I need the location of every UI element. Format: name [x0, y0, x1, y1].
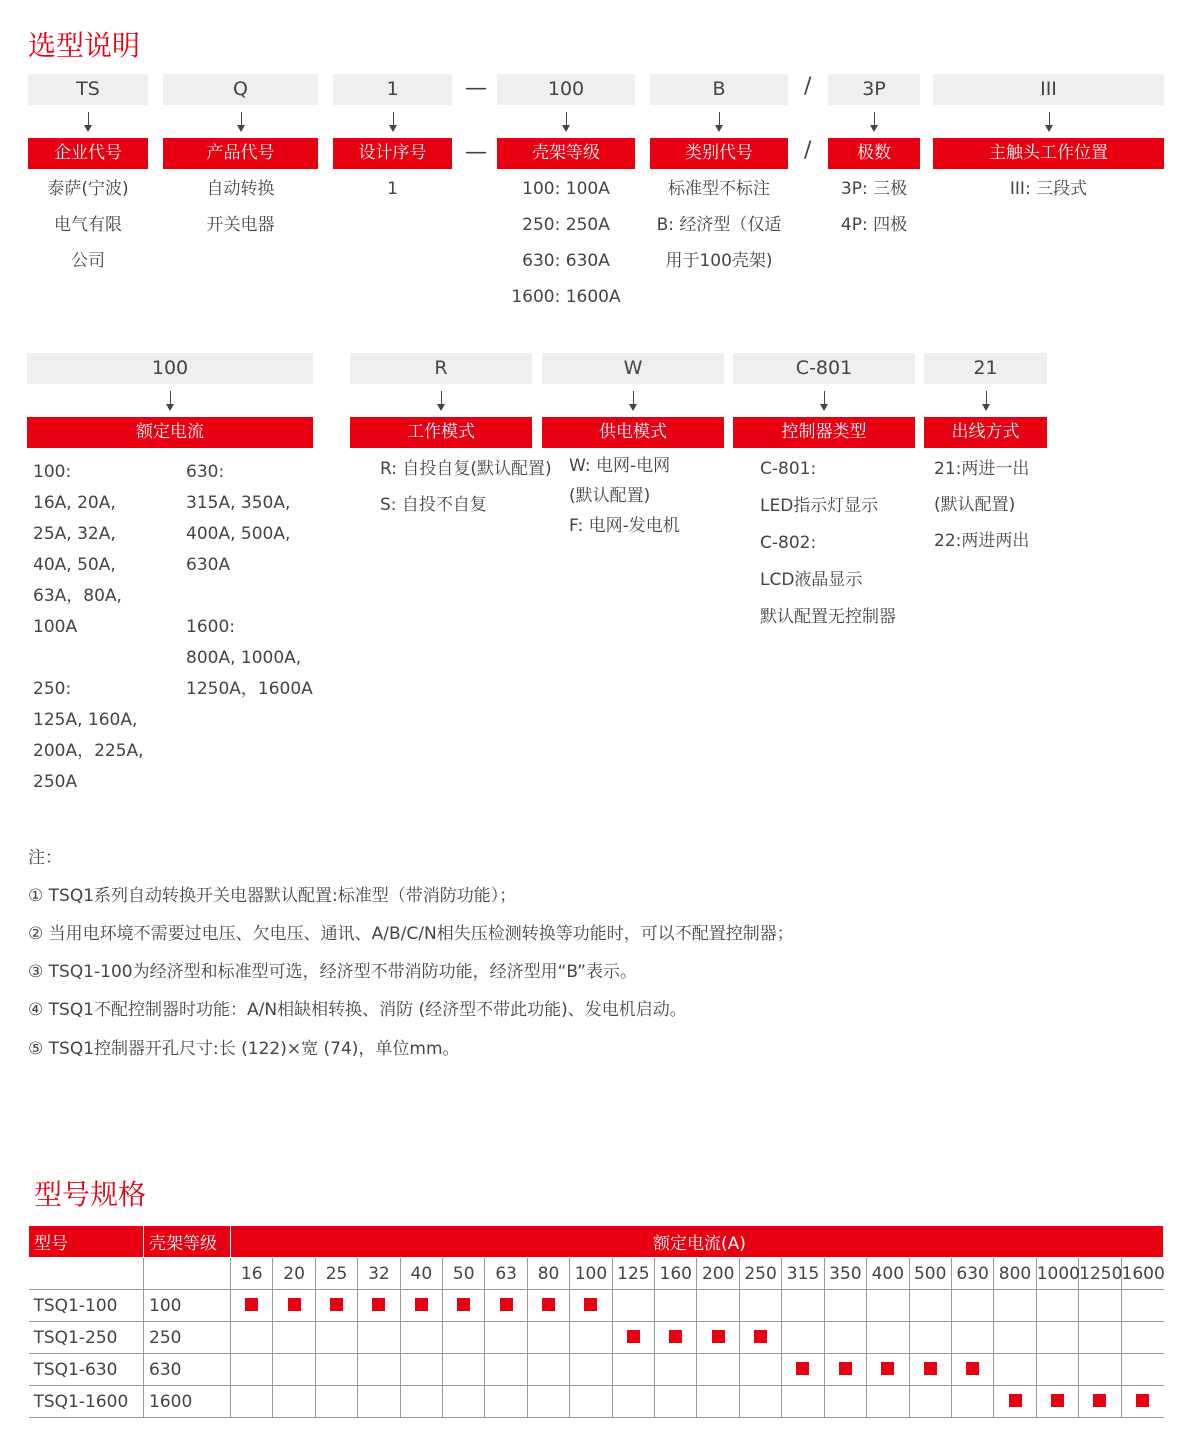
- description-line: 250: 250A: [522, 215, 610, 235]
- availability-cell: [824, 1290, 866, 1322]
- availability-cell: [782, 1322, 824, 1354]
- availability-cell: [485, 1354, 527, 1386]
- availability-cell: [315, 1354, 357, 1386]
- description-line: (默认配置): [934, 495, 1016, 515]
- availability-cell: [951, 1354, 993, 1386]
- available-mark-icon: [457, 1298, 470, 1311]
- code-box: TS: [28, 74, 148, 105]
- availability-cell: [909, 1354, 951, 1386]
- field-description: [760, 451, 896, 636]
- availability-cell: [1036, 1290, 1078, 1322]
- current-header-cell: 350: [824, 1258, 866, 1290]
- available-mark-icon: [881, 1362, 894, 1375]
- available-mark-icon: [1136, 1394, 1149, 1407]
- description-line: 250A: [33, 772, 78, 792]
- field-label: 额定电流: [27, 417, 313, 448]
- current-header-cell: 20: [273, 1258, 315, 1290]
- notes-heading: 注：: [28, 848, 62, 868]
- table-row: [29, 1290, 1164, 1322]
- availability-cell: [739, 1354, 781, 1386]
- description-line: LCD液晶显示: [760, 570, 863, 590]
- availability-cell: [527, 1322, 569, 1354]
- availability-cell: [994, 1322, 1036, 1354]
- availability-cell: [824, 1386, 866, 1418]
- current-header-cell: 40: [400, 1258, 442, 1290]
- availability-cell: [443, 1354, 485, 1386]
- field-label: 产品代号: [163, 138, 318, 169]
- availability-cell: [612, 1322, 654, 1354]
- header-current: 额定电流(A): [231, 1226, 1164, 1258]
- current-header-cell: 80: [527, 1258, 569, 1290]
- available-mark-icon: [669, 1330, 682, 1343]
- availability-cell: [400, 1386, 442, 1418]
- available-mark-icon: [627, 1330, 640, 1343]
- availability-cell: [273, 1322, 315, 1354]
- availability-cell: [739, 1386, 781, 1418]
- arrow-down-icon: [1049, 112, 1050, 130]
- availability-cell: [231, 1386, 273, 1418]
- availability-cell: [697, 1386, 739, 1418]
- availability-cell: [1121, 1322, 1163, 1354]
- availability-cell: [358, 1322, 400, 1354]
- availability-cell: [400, 1290, 442, 1322]
- availability-cell: [655, 1290, 697, 1322]
- current-header-cell: 315: [782, 1258, 824, 1290]
- availability-cell: [231, 1290, 273, 1322]
- description-line: 电气有限: [54, 215, 122, 235]
- description-line: 泰萨(宁波): [47, 179, 129, 199]
- code-box: 21: [924, 353, 1047, 384]
- description-line: 标准型不标注: [668, 179, 770, 199]
- description-line: 3P: 三极: [840, 179, 908, 199]
- code-box: 100: [497, 74, 635, 105]
- availability-cell: [994, 1354, 1036, 1386]
- description-line: C-802:: [760, 533, 817, 553]
- slash-separator: /: [804, 74, 812, 99]
- availability-cell: [273, 1290, 315, 1322]
- availability-cell: [358, 1354, 400, 1386]
- availability-cell: [570, 1354, 612, 1386]
- availability-cell: [739, 1322, 781, 1354]
- description-line: S: 自投不自复: [380, 495, 487, 515]
- availability-cell: [400, 1322, 442, 1354]
- description-line: 63A，80A,: [33, 586, 122, 606]
- field-description: [477, 171, 655, 315]
- availability-cell: [443, 1290, 485, 1322]
- available-mark-icon: [330, 1298, 343, 1311]
- availability-cell: [1079, 1386, 1121, 1418]
- availability-cell: [655, 1354, 697, 1386]
- availability-cell: [570, 1322, 612, 1354]
- frame-cell: 100: [144, 1290, 231, 1322]
- availability-cell: [273, 1386, 315, 1418]
- availability-cell: [1121, 1386, 1163, 1418]
- description-line: R: 自投自复(默认配置): [380, 459, 552, 479]
- description-column: [33, 457, 144, 798]
- description-line: 315A, 350A,: [186, 493, 291, 513]
- model-cell: TSQ1-100: [29, 1290, 144, 1322]
- availability-cell: [951, 1322, 993, 1354]
- availability-cell: [739, 1290, 781, 1322]
- description-line: 1600: 1600A: [511, 287, 621, 307]
- available-mark-icon: [966, 1362, 979, 1375]
- model-cell: TSQ1-1600: [29, 1386, 144, 1418]
- availability-cell: [485, 1386, 527, 1418]
- frame-cell: 250: [144, 1322, 231, 1354]
- description-line: 公司: [71, 251, 105, 271]
- available-mark-icon: [584, 1298, 597, 1311]
- field-description: [313, 171, 472, 207]
- availability-cell: [612, 1354, 654, 1386]
- available-mark-icon: [542, 1298, 555, 1311]
- code-box: 100: [27, 353, 313, 384]
- availability-cell: [655, 1386, 697, 1418]
- description-line: III: 三段式: [1009, 179, 1088, 199]
- available-mark-icon: [288, 1298, 301, 1311]
- availability-cell: [867, 1322, 909, 1354]
- description-line: 40A, 50A,: [33, 555, 116, 575]
- table-row: [29, 1354, 1164, 1386]
- dash-separator: —: [465, 140, 487, 165]
- field-description: [630, 171, 808, 279]
- current-header-cell: 32: [358, 1258, 400, 1290]
- availability-cell: [231, 1354, 273, 1386]
- availability-cell: [315, 1290, 357, 1322]
- availability-cell: [443, 1386, 485, 1418]
- arrow-down-icon: [170, 391, 171, 409]
- description-line: W: 电网-电网: [569, 456, 671, 476]
- current-header-cell: 1000: [1036, 1258, 1078, 1290]
- model-cell: TSQ1-630: [29, 1354, 144, 1386]
- section-title-selection: 选型说明: [28, 29, 141, 62]
- field-label: 壳架等级: [497, 138, 635, 169]
- description-line: 开关电器: [206, 215, 275, 235]
- availability-cell: [273, 1354, 315, 1386]
- current-header-cell: 160: [655, 1258, 697, 1290]
- description-line: 21:两进一出: [934, 459, 1030, 479]
- current-header-cell: 100: [570, 1258, 612, 1290]
- availability-cell: [485, 1290, 527, 1322]
- description-line: 630A: [186, 555, 231, 575]
- availability-cell: [655, 1322, 697, 1354]
- description-line: 100A: [33, 617, 78, 637]
- description-line: 1600:: [186, 617, 235, 637]
- description-line: 自动转换: [206, 179, 275, 199]
- field-label: 类别代号: [650, 138, 788, 169]
- availability-cell: [570, 1386, 612, 1418]
- description-line: 630: 630A: [522, 251, 610, 271]
- current-header-cell: 500: [909, 1258, 951, 1290]
- availability-cell: [358, 1290, 400, 1322]
- frame-cell: 1600: [144, 1386, 231, 1418]
- description-line: 125A, 160A,: [33, 710, 138, 730]
- table-row: [29, 1322, 1164, 1354]
- field-label: 极数: [828, 138, 920, 169]
- availability-cell: [358, 1386, 400, 1418]
- field-description: [143, 171, 338, 243]
- table-row: [29, 1386, 1164, 1418]
- current-header-cell: 25: [315, 1258, 357, 1290]
- note-item: ⑤ TSQ1控制器开孔尺寸:长 (122)×宽 (74)，单位mm。: [28, 1039, 460, 1059]
- description-line: 630:: [186, 462, 225, 482]
- description-line: 400A, 500A,: [186, 524, 291, 544]
- note-item: ④ TSQ1不配控制器时功能：A/N相缺相转换、消防 (经济型不带此功能)、发电机启动。: [28, 1000, 687, 1020]
- availability-cell: [1079, 1354, 1121, 1386]
- description-line: 用于100壳架): [665, 251, 773, 271]
- available-mark-icon: [754, 1330, 767, 1343]
- availability-cell: [782, 1386, 824, 1418]
- availability-cell: [867, 1354, 909, 1386]
- current-header-cell: 630: [951, 1258, 993, 1290]
- availability-cell: [231, 1322, 273, 1354]
- availability-cell: [909, 1386, 951, 1418]
- description-line: C-801:: [760, 459, 817, 479]
- arrow-down-icon: [88, 112, 89, 130]
- arrow-down-icon: [874, 112, 875, 130]
- availability-cell: [867, 1290, 909, 1322]
- availability-cell: [527, 1290, 569, 1322]
- available-mark-icon: [245, 1298, 258, 1311]
- field-label: 设计序号: [333, 138, 452, 169]
- arrow-down-icon: [986, 391, 987, 409]
- arrow-down-icon: [824, 391, 825, 409]
- available-mark-icon: [1093, 1394, 1106, 1407]
- note-item: ① TSQ1系列自动转换开关电器默认配置:标准型（带消防功能）；: [28, 886, 517, 906]
- arrow-down-icon: [566, 112, 567, 130]
- description-line: 1: [387, 179, 398, 199]
- availability-cell: [994, 1386, 1036, 1418]
- availability-cell: [994, 1290, 1036, 1322]
- description-line: (默认配置): [569, 486, 651, 506]
- description-line: 4P: 四极: [840, 215, 908, 235]
- slash-separator: /: [804, 138, 812, 163]
- availability-cell: [1121, 1290, 1163, 1322]
- arrow-down-icon: [241, 112, 242, 130]
- arrow-down-icon: [719, 112, 720, 130]
- availability-cell: [1079, 1290, 1121, 1322]
- code-box: Q: [163, 74, 318, 105]
- availability-cell: [824, 1354, 866, 1386]
- dash-separator: —: [465, 76, 487, 101]
- availability-cell: [400, 1354, 442, 1386]
- availability-cell: [485, 1322, 527, 1354]
- availability-cell: [1036, 1386, 1078, 1418]
- description-line: B: 经济型（仅适: [656, 215, 782, 235]
- description-line: F: 电网-发电机: [569, 516, 680, 536]
- description-line: 200A，225A,: [33, 741, 144, 761]
- frame-cell: 630: [144, 1354, 231, 1386]
- availability-cell: [782, 1290, 824, 1322]
- availability-cell: [1036, 1322, 1078, 1354]
- availability-cell: [909, 1322, 951, 1354]
- available-mark-icon: [415, 1298, 428, 1311]
- section-title-specs: 型号规格: [34, 1178, 147, 1211]
- code-box: C-801: [733, 353, 915, 384]
- current-header-cell: 1250: [1079, 1258, 1121, 1290]
- field-label: 出线方式: [924, 417, 1047, 448]
- code-box: R: [350, 353, 532, 384]
- available-mark-icon: [796, 1362, 809, 1375]
- available-mark-icon: [1051, 1394, 1064, 1407]
- current-header-cell: 1600: [1121, 1258, 1163, 1290]
- availability-cell: [1121, 1354, 1163, 1386]
- code-box: W: [542, 353, 724, 384]
- availability-cell: [1036, 1354, 1078, 1386]
- code-box: 3P: [828, 74, 920, 105]
- current-header-cell: 200: [697, 1258, 739, 1290]
- description-line: 800A, 1000A,: [186, 648, 302, 668]
- field-label: 主触头工作位置: [933, 138, 1164, 169]
- availability-cell: [824, 1322, 866, 1354]
- available-mark-icon: [1009, 1394, 1022, 1407]
- current-header-cell: 16: [231, 1258, 273, 1290]
- header-model: 型号: [29, 1226, 144, 1258]
- available-mark-icon: [839, 1362, 852, 1375]
- empty-cell: [144, 1258, 231, 1290]
- arrow-down-icon: [441, 391, 442, 409]
- current-header-cell: 400: [867, 1258, 909, 1290]
- empty-cell: [29, 1258, 144, 1290]
- note-item: ③ TSQ1-100为经济型和标准型可选，经济型不带消防功能，经济型用“B”表示。: [28, 962, 637, 982]
- model-cell: TSQ1-250: [29, 1322, 144, 1354]
- availability-cell: [612, 1386, 654, 1418]
- spec-table: [28, 1225, 1164, 1418]
- code-box: B: [650, 74, 788, 105]
- field-label: 工作模式: [350, 417, 532, 448]
- available-mark-icon: [924, 1362, 937, 1375]
- availability-cell: [612, 1290, 654, 1322]
- current-header-cell: 125: [612, 1258, 654, 1290]
- description-line: 25A, 32A,: [33, 524, 116, 544]
- description-column: [186, 457, 313, 705]
- field-label: 控制器类型: [733, 417, 915, 448]
- availability-cell: [315, 1322, 357, 1354]
- field-label: 企业代号: [28, 138, 148, 169]
- available-mark-icon: [500, 1298, 513, 1311]
- availability-cell: [697, 1322, 739, 1354]
- header-frame: 壳架等级: [144, 1226, 231, 1258]
- current-header-cell: 63: [485, 1258, 527, 1290]
- current-header-cell: 50: [443, 1258, 485, 1290]
- description-line: 1250A，1600A: [186, 679, 313, 699]
- availability-cell: [697, 1354, 739, 1386]
- code-box: III: [933, 74, 1164, 105]
- current-header-cell: 250: [739, 1258, 781, 1290]
- field-description: [380, 451, 552, 523]
- availability-cell: [527, 1354, 569, 1386]
- field-description: [934, 451, 1029, 559]
- description-line: 100:: [33, 462, 72, 482]
- available-mark-icon: [712, 1330, 725, 1343]
- note-item: ② 当用电环境不需要过电压、欠电压、通讯、A/B/C/N相失压检测转换等功能时，可以不配置控制器；: [28, 924, 794, 944]
- availability-cell: [1079, 1322, 1121, 1354]
- description-line: 250:: [33, 679, 72, 699]
- availability-cell: [443, 1322, 485, 1354]
- description-line: 22:两进两出: [934, 531, 1030, 551]
- field-description: [913, 171, 1184, 207]
- availability-cell: [527, 1386, 569, 1418]
- availability-cell: [909, 1290, 951, 1322]
- availability-cell: [570, 1290, 612, 1322]
- available-mark-icon: [372, 1298, 385, 1311]
- availability-cell: [315, 1386, 357, 1418]
- arrow-down-icon: [393, 112, 394, 130]
- description-line: 默认配置无控制器: [760, 607, 896, 627]
- code-box: 1: [333, 74, 452, 105]
- description-line: LED指示灯显示: [760, 496, 879, 516]
- current-header-cell: 800: [994, 1258, 1036, 1290]
- availability-cell: [697, 1290, 739, 1322]
- field-description: [569, 451, 680, 541]
- field-label: 供电模式: [542, 417, 724, 448]
- description-line: [186, 581, 313, 612]
- availability-cell: [951, 1290, 993, 1322]
- availability-cell: [782, 1354, 824, 1386]
- description-line: 100: 100A: [522, 179, 610, 199]
- availability-cell: [951, 1386, 993, 1418]
- availability-cell: [867, 1386, 909, 1418]
- description-line: 16A, 20A,: [33, 493, 116, 513]
- arrow-down-icon: [633, 391, 634, 409]
- description-line: [33, 643, 144, 674]
